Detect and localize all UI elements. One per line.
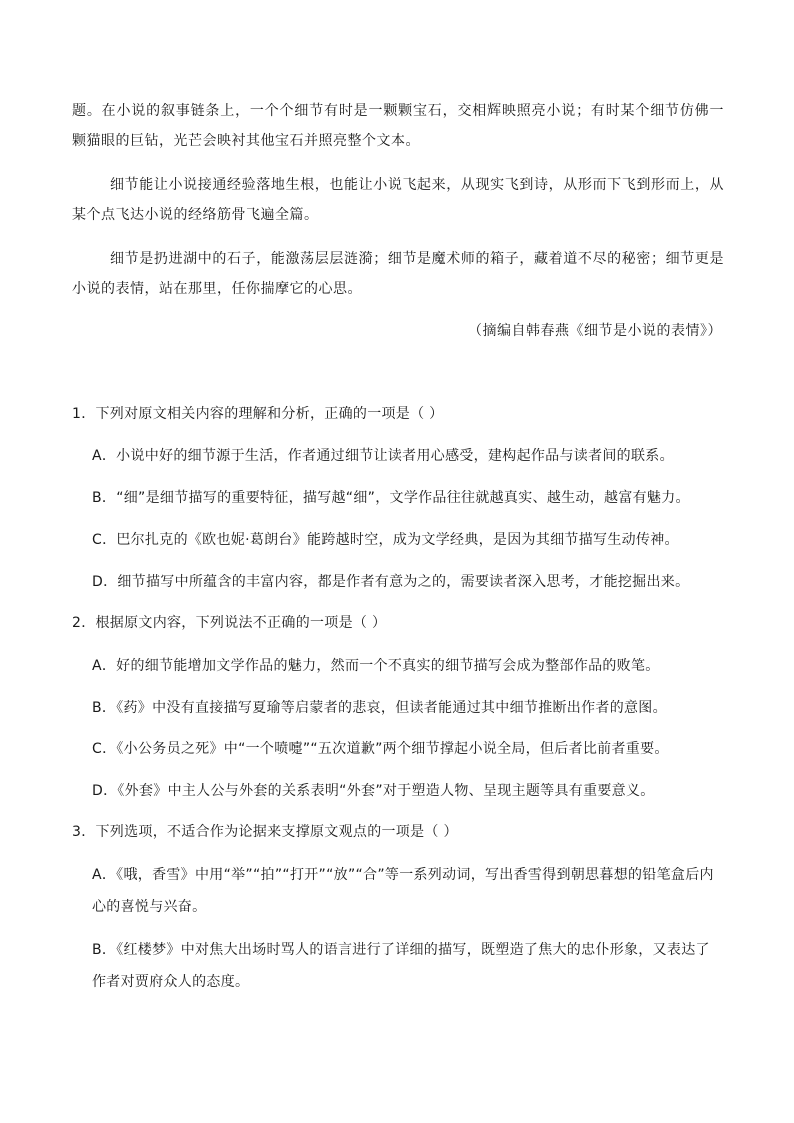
question-2-option-a: A．好的细节能增加文学作品的魅力，然而一个不真实的细节描写会成为整部作品的败笔。: [92, 658, 660, 674]
question-3-option-b: B．《红楼梦》中对焦大出场时骂人的语言进行了详细的描写，既塑造了焦大的忠仆形象，又表达了作者对贾府众人的态度。: [92, 942, 710, 990]
question-2-option-d: D．《外套》中主人公与外套的关系表明“外套”对于塑造人物、呈现主题等具有重要意义。: [92, 783, 655, 799]
question-2-stem: 2．根据原文内容，下列说法不正确的一项是（ ）: [72, 615, 387, 631]
passage-paragraph-1: 题。在小说的叙事链条上，一个个细节有时是一颗颗宝石，交相辉映照亮小说；有时某个细节仿佛一颗猫眼的巨钻，光芒会映衬其他宝石并照亮整个文本。: [72, 103, 724, 149]
question-1-option-a: A．小说中好的细节源于生活，作者通过细节让读者用心感受，建构起作品与读者间的联系。: [92, 448, 674, 464]
question-1-option-d: D．细节描写中所蕴含的丰富内容，都是作者有意为之的，需要读者深入思考，才能挖掘出来。: [92, 574, 690, 590]
question-1-option-c: C．巴尔扎克的《欧也妮·葛朗台》能跨越时空，成为文学经典，是因为其细节描写生动传神。: [92, 532, 679, 548]
question-1-stem: 1．下列对原文相关内容的理解和分析，正确的一项是（ ）: [72, 406, 444, 422]
question-2-option-c: C．《小公务员之死》中“一个喷嚏”“五次道歉”两个细节撑起小说全局，但后者比前者重要。: [92, 741, 669, 757]
question-1-option-b: B．“细”是细节描写的重要特征，描写越“细”，文学作品往往就越真实、越生动，越富有魅力。: [92, 490, 690, 506]
question-2-option-b: B．《药》中没有直接描写夏瑜等启蒙者的悲哀，但读者能通过其中细节推断出作者的意图。: [92, 700, 667, 716]
passage-source: （摘编自韩春燕《细节是小说的表情》）: [468, 323, 722, 339]
passage-paragraph-2: 细节能让小说接通经验落地生根，也能让小说飞起来，从现实飞到诗，从形而下飞到形而上，从某个点飞达小说的经络筋骨飞遍全篇。: [72, 177, 724, 223]
question-3-option-a: A．《哦，香雪》中用“举”“拍”“打开”“放”“合”等一系列动词，写出香雪得到朝思暮想的铅笔盒后内心的喜悦与兴奋。: [92, 867, 714, 915]
passage-paragraph-3: 细节是扔进湖中的石子，能激荡层层涟漪；细节是魔术师的箱子，藏着道不尽的秘密；细节更是小说的表情，站在那里，任你揣摩它的心思。: [72, 251, 724, 297]
question-3-stem: 3．下列选项，不适合作为论据来支撑原文观点的一项是（ ）: [72, 824, 458, 840]
